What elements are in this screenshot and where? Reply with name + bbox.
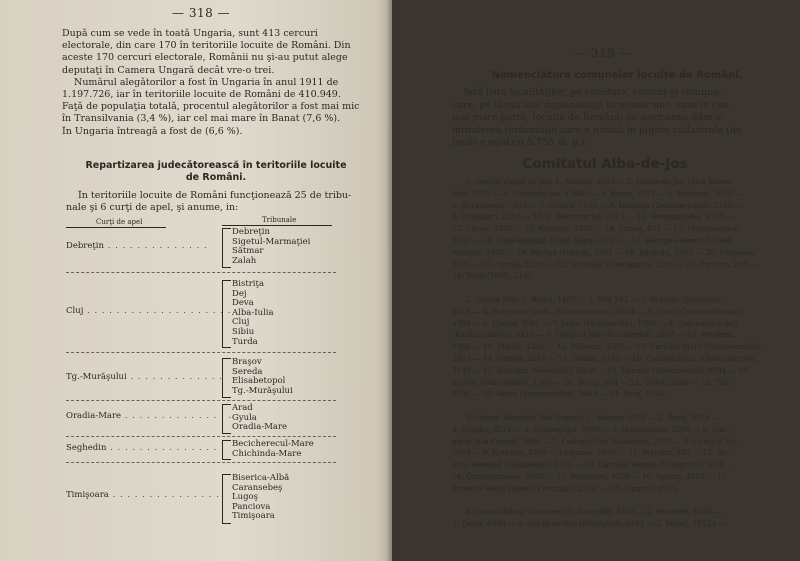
- court-row: [66, 372, 223, 382]
- text-line: 24. Totoi (Tóté), 2141.: [452, 271, 535, 281]
- text-line: deputaţi în Camera Ungarǎ decât vre-o trei.: [62, 64, 275, 76]
- intro-paragraph: [62, 28, 362, 138]
- tribunal-list: [232, 358, 293, 396]
- text-line: 6. Boraomezö, : 853 — 7. Cinara, 7155 — 8. Dumitra (Demeterpatak) 1210 —: [452, 200, 743, 210]
- text-line: în Transilvania (3,4 %), iar cel mai mare în Banat (7,6 %).: [62, 113, 341, 125]
- court-row: [66, 411, 232, 421]
- text-line: 1421 — 21. Straja, 2278 — 22. Sărăcsǎu (Szarakszó), 1288 — 23. Tartaria 2081 —: [452, 259, 761, 269]
- book-gutter: [386, 0, 398, 561]
- page-title: Nomenclatura comunelor locuite de Români.: [491, 70, 743, 81]
- dot-leader: . . . . . . . . . . . . . . .: [121, 411, 233, 421]
- text-line: gătin (Kis Enyed), 3890 — 7. Ludoşul-Mic (Kisludos), 2776 — 8. Conţa (Cut),: [452, 436, 740, 446]
- tribunal-item: Elisabetopol: [232, 376, 286, 387]
- separator: [66, 400, 336, 401]
- brace: [222, 440, 231, 460]
- court-name: Timişoara: [66, 490, 109, 500]
- tribunal-item: Becicherecul-Mare: [232, 439, 314, 449]
- text-line: 2140 — 17. Soroştin (Sorostély), 5938 — 18. Cenade (Szászcsanád) 8534 — 19.: [452, 365, 751, 375]
- text-line: aceste 170 cercuri electorale, Românii nu şi-au putut alege: [62, 52, 348, 64]
- text-line: Iatǎ lista localitǎţilor, pe comitate, cercuri şi comune,: [464, 87, 722, 98]
- tribunal-item: Dej: [232, 288, 247, 299]
- brace: [222, 358, 231, 398]
- tribunal-item: Zalah: [232, 255, 257, 266]
- dot-leader: . . . . . . . . . . . . . . . .: [106, 443, 225, 453]
- brace: [222, 228, 231, 268]
- text-line: 4391 — 6. Cistud, 2061 — 7. Lupu (Farkastelke), 1798 — 8. Crăciunelul-de-J.: [452, 318, 740, 328]
- column-header-courts: Curţi de apel: [96, 218, 143, 226]
- brace: [222, 280, 231, 348]
- text-line: electorale, din care 170 în teritoriile locuite de Români. Din: [62, 40, 351, 52]
- tribunal-item: Deva: [232, 298, 254, 309]
- section-intro: [66, 190, 366, 214]
- text-line: În teritoriile locuite de Români funcţionează 25 de tribu-: [78, 190, 352, 201]
- divider: [222, 225, 332, 226]
- tribunal-item: Sătmar: [232, 246, 264, 257]
- text-line: gata-Românǎ (Oláhbogát), 3781 — 13. Gârbǎul-Român (Oláhgirbo) 3634 —: [452, 460, 734, 470]
- tribunal-item: Sereda: [232, 366, 263, 377]
- tribunal-item: Lugoş: [232, 492, 259, 503]
- court-row: [66, 306, 231, 316]
- court-name: Seghedin: [66, 443, 107, 453]
- text-line: 12. Cârna, 3535 — 13. Kisfalud, 1338 — 14. Limba, 871 — 15. Marosszéged,: [452, 224, 740, 234]
- court-name: Tg.-Murăşului: [66, 372, 127, 382]
- text-line: 2. Cercul Blaj: 1. Blăjel, 1197 — 2. Blaj 282 — 3. Beşinǎu (Besenyö),: [466, 295, 722, 304]
- text-line: Spatac (Szászpatak), 1580 — 20. Secaş, 894 — 21. Tohat, 2380 — 22. Tür,: [452, 377, 730, 387]
- dot-leader: . . . . . . . . . . . . . .: [104, 241, 208, 251]
- section-title: [66, 160, 366, 184]
- separator: [66, 272, 336, 273]
- court-row: [66, 443, 225, 453]
- tribunal-list: [232, 440, 314, 459]
- tribunal-item: Timişoara: [232, 511, 275, 522]
- tribunal-item: Caransebeş: [232, 482, 283, 493]
- text-line: 14. Örményszékes, 5002 — 15. Pókafalva, 4530 — 16. Spring, 4107 — 17.: [452, 472, 729, 481]
- section-title-line: Repartizarea judecǎtorească în teritoriile locuite: [85, 160, 347, 171]
- text-line: Faţǎ de populaţia totalǎ, procentul alegǎtorilor a fost mai mic: [62, 101, 360, 113]
- tribunal-item: Bistriţa: [232, 279, 265, 289]
- tribunal-item: Panciova: [232, 501, 271, 512]
- text-line: 9. Drâmbari, 2203 — 10. F.-Marosvárad, 1113 — 11. Henningfalva, 2795 —: [452, 212, 735, 222]
- tribunal-list: [232, 474, 289, 522]
- tribunal-item: Gyula: [232, 412, 257, 423]
- tribunal-item: Arad: [232, 403, 253, 413]
- text-line: Vár), 2372 — 3. Vinţul-de-Jos, 12401 — 4. Berve, 5073 — 5. Borband, 3012 —: [452, 188, 743, 198]
- county-title: Comitatul Alba-de-Jos: [522, 156, 688, 172]
- text-line: În Ungaria întreagǎ a fost de (6,6 %).: [62, 125, 243, 137]
- page-number: — 318 —: [172, 6, 231, 20]
- page-number: — 319 —: [574, 46, 633, 60]
- court-name: Debreţin: [66, 241, 104, 251]
- tribunal-item: Sigetul-Marmaţiei: [232, 236, 311, 247]
- text-line: 5296 — 23. Roşia (Veseegyháza), 3043 — 24. Veza, 1792.: [452, 389, 667, 399]
- tribunal-list: [232, 404, 287, 433]
- dot-leader: . . . . . . . . . . . . .: [126, 372, 223, 382]
- text-line: jugǎr e egal cu 5.755 m. p.):: [452, 137, 589, 148]
- tribunal-item: Alba-Iulia: [232, 307, 274, 318]
- text-line: Dupǎ cum se vede în toatǎ Ungaria, sunt 413 cercuri: [62, 28, 318, 39]
- text-line: 1068 — 9. Kutfalva, 4599 — Ladamos, 1897 — 11. Mândra, 485 — 12. Bo-: [452, 448, 730, 458]
- tribunal-item: Biserica-Albă: [232, 473, 290, 483]
- text-line: 1.197.726, iar în teritoriile locuite de Români de 410.949.: [62, 89, 341, 101]
- divider: [66, 227, 166, 228]
- separator: [66, 462, 336, 463]
- brace: [222, 404, 231, 434]
- court-row: [66, 241, 208, 251]
- text-line: care, pe lângǎ alte naţionalitǎţi în numǎr mic, sunt în cea: [452, 99, 730, 111]
- text-line: 1157 — 16. Daia-Românǎ (Oláh dálya), 7165 — 17. Herepea-Românǎ (Oláh: [452, 236, 734, 245]
- tribunal-item: Tg.-Murăşului: [232, 385, 293, 396]
- tribunal-item: Cluj: [232, 317, 250, 328]
- court-row: [66, 490, 220, 500]
- text-line: nale şi 6 curţi de apel, şi anume, in:: [66, 202, 239, 214]
- tribunal-list: [232, 280, 274, 347]
- intro-paragraph: [452, 87, 787, 150]
- text-line: întinderea teritoriului care e notatǎ în jugǎre cadastrale (un: [452, 124, 743, 136]
- brace: [222, 474, 231, 524]
- text-line: 3. Cercul Sângătin (Kis Enyed): 1. Alămor, 5576 — 2. Buzd, 3714 —: [466, 413, 720, 422]
- left-page: [0, 0, 392, 561]
- text-line: herepe), 1926 — 18. Pâclişa (Poklos), 3767 — 19. Răcătǎu, 3363 — 20. Sóspatak,: [452, 247, 756, 257]
- section-title-line: de Români.: [185, 172, 247, 183]
- tribunal-list: [232, 228, 310, 266]
- court-name: Oradia-Mare: [66, 411, 122, 421]
- tribunal-item: Oradia-Mare: [232, 422, 288, 433]
- text-line: 1306 — 11. Mihalt, 4336 — 12. Mănera, 3580 — 13. Cergăul-Mare (Nagycsergéd),: [452, 342, 762, 352]
- dot-leader: . . . . . . . . . . . . . . .: [108, 490, 220, 500]
- text-line: 2018 — 4. Bucerdea-Grân. (Búzásbocsárd), 8034 — 5. Ţapu (Csicsóholdvilág),: [452, 306, 745, 316]
- tribunal-item: Debreţin: [232, 227, 270, 237]
- court-name: Cluj: [66, 306, 84, 316]
- text-line: mai mare parte, locuite de Români; de asemenea dǎm şi: [452, 112, 724, 123]
- tribunal-item: Braşov: [232, 357, 262, 367]
- text-line: (Karácsonfalva), 4213 — 9. Cergăul-Mic (Kiscsergéd), 2847 — 10. Broşteni,: [452, 330, 736, 340]
- text-line: Presaca-Secaş (Szecsi-Preszaka), 2786 — 18. Vingard, 6973.: [452, 483, 680, 493]
- text-line: 2923 — 14. Obreja, 2848 — 15. Ohaba, 3192 — 16. Cetatea-Rom. (Oláhcsesztve),: [452, 354, 757, 363]
- text-line: 2. Ţelna, 4990 — 4. Galda-de-Sus (Felsőgǎld), 6183 — 5. Feneş, 11524 —: [452, 519, 726, 529]
- separator: [66, 436, 336, 437]
- text-line: 4. Cercul Ighiul-Unguresc: 1. Aiudgǎld, 3450 — 2. Benedek, 4384 —: [466, 507, 722, 517]
- text-line: 1. Cercul Vinţul-de-Jos: 1. Acmari, 4023 — 2. Oarda-de-Jos (Alsó Maros: [466, 177, 733, 186]
- text-line: Numǎrul alegǎtorilor a fost în Ungaria în anul 1911 de: [74, 76, 339, 88]
- tribunal-item: Turda: [232, 336, 258, 347]
- tribunal-item: Chichinda-Mare: [232, 448, 302, 459]
- tribunal-item: Sibiu: [232, 326, 255, 337]
- column-header-tribunals: Tribunale: [262, 216, 297, 224]
- text-line: 3. Drăşǎu, 3211 — 4. Gergelyfája, 3896 — 5. Hosszutelke, 2950 — 6. Sân-: [452, 424, 729, 434]
- dot-leader: . . . . . . . . . . . . . . . . . . . .: [83, 306, 232, 316]
- separator: [66, 352, 336, 353]
